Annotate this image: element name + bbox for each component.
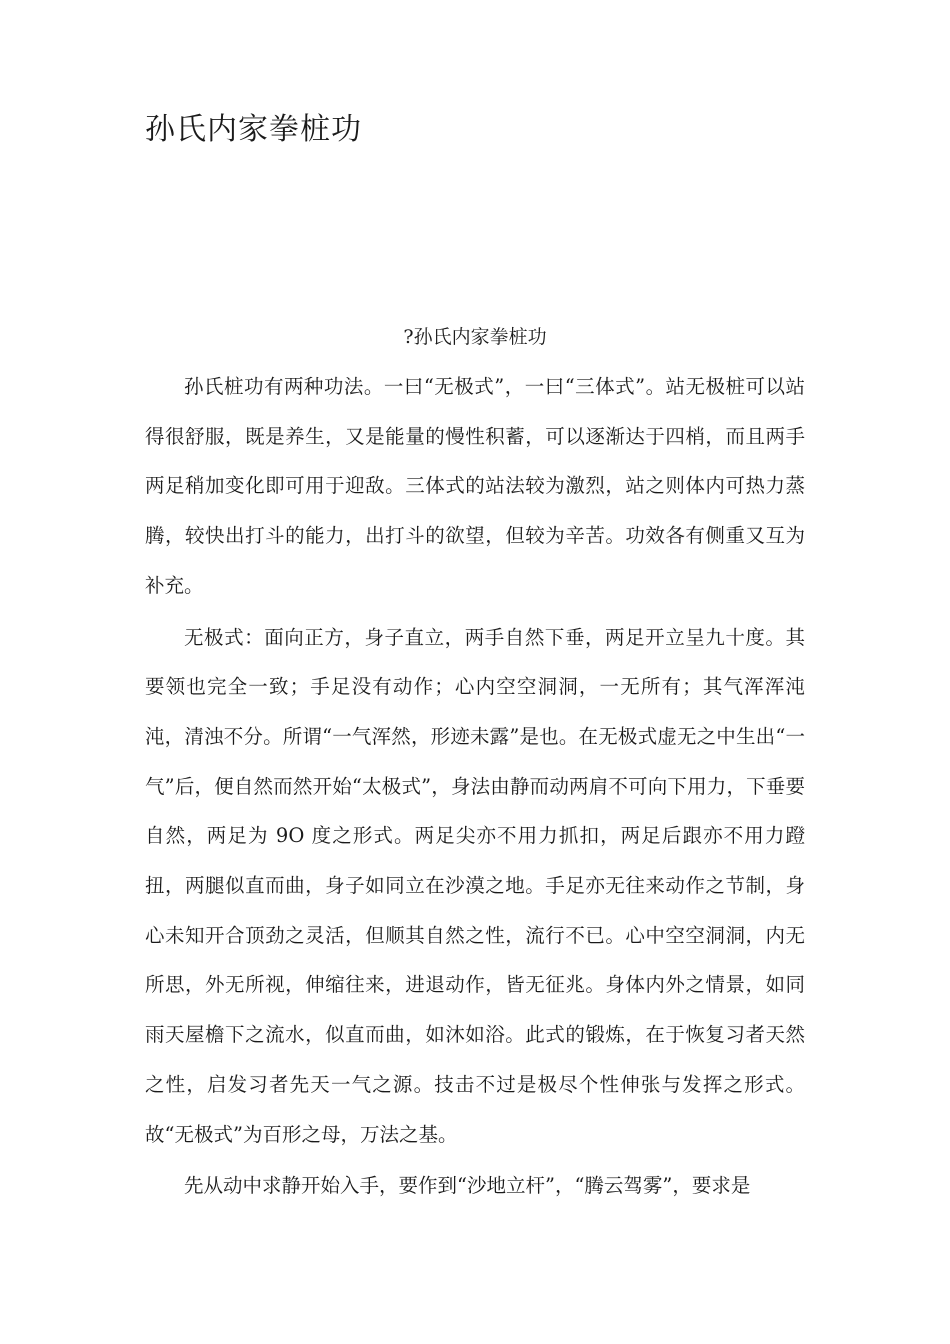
paragraph: 先从动中求静开始入手，要作到“沙地立杆”，“腾云驾雾”，要求是 [184, 1174, 751, 1198]
body-text [145, 362, 805, 1213]
section-title: ?孙氏内家拳桩功 [403, 326, 547, 348]
document-title: 孙氏内家拳桩功 [145, 112, 362, 147]
paragraph: 无极式：面向正方，身子直立，两手自然下垂，两足开立呈九十度。其要领也完全一致；手足没有动作；心内空空洞洞，一无所有；其气浑浑沌沌，清浊不分。所谓“一气浑然，形迹未露”是也。在无极式虚无之中生出“一气”后，便自然而然开始“太极式”，身法由静而动两肩不可向下用力，下垂要自然，两足为 9O 度之形式。两足尖亦不用力抓扣，两足后跟亦不用力蹬扭，两腿似直而曲，身子如同立在沙漠之地。手足亦无往来动作之节制，身心未知开合顶劲之灵活，但顺其自然之性，流行不已。心中空空洞洞，内无所思，外无所视，伸缩往来，进退动作，皆无征兆。身体内外之情景，如同雨天屋檐下之流水，似直而曲，如沐如浴。此式的锻炼，在于恢复习者天然之性，启发习者先天一气之源。技击不过是极尽个性伸张与发挥之形式。故“无极式”为百形之母，万法之基。 [145, 625, 805, 1146]
paragraph: 孙氏桩功有两种功法。一曰“无极式”，一曰“三体式”。站无极桩可以站得很舒服，既是养生，又是能量的慢性积蓄，可以逐渐达于四梢，而且两手两足稍加变化即可用于迎敌。三体式的站法较为激烈，站之则体内可热力蒸腾，较快出打斗的能力，出打斗的欲望，但较为辛苦。功效各有侧重又互为补充。 [145, 375, 805, 597]
